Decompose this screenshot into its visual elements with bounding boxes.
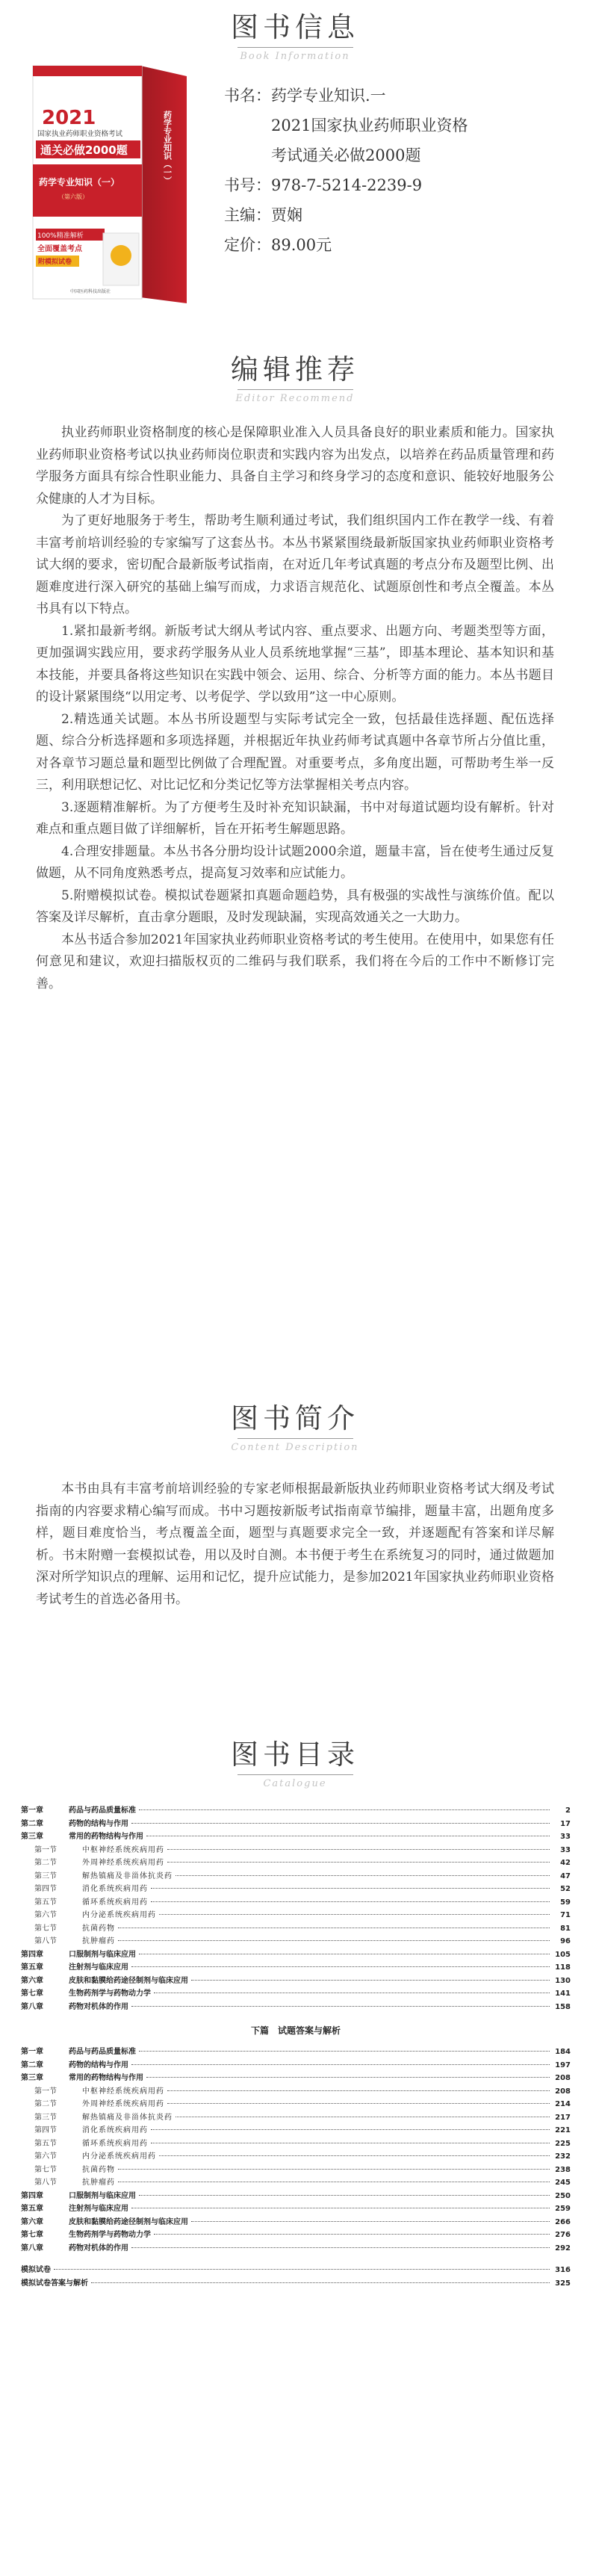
toc-leader [167,1849,550,1850]
book-title-row [224,81,575,170]
toc-leader [118,1940,550,1941]
toc-number: 第七章 [21,1990,43,1998]
recommend-title: 编辑推荐 [231,353,359,386]
toc-leader [54,2269,550,2270]
toc-number: 第四章 [21,1950,43,1959]
toc-chapter-row [21,2216,571,2229]
toc-title: 中枢神经系统疾病用药 [82,1845,164,1854]
toc-leader [139,2051,550,2052]
toc-leader [167,2103,550,2104]
toc-section-row [21,2098,571,2111]
toc-title: 常用的药物结构与作用 [69,2074,143,2082]
toc-number: 第一节 [34,2087,57,2096]
toc-page: 2 [565,1806,571,1815]
toc-title: 口服制剂与临床应用 [69,2191,136,2200]
toc-title: 消化系统疾病用药 [82,1885,148,1893]
toc-leader [139,2195,550,2196]
toc-number: 第五节 [34,1898,57,1907]
toc-leader [118,2169,550,2170]
toc-section-row [21,1857,571,1870]
toc-page: 59 [560,1898,571,1907]
isbn-value: 978-7-5214-2239-9 [271,176,423,194]
toc-section-row [21,1844,571,1857]
toc-leader [167,2090,550,2091]
toc-number: 第八章 [21,2002,43,2011]
book-title-value [271,81,575,170]
toc-chapter-row [21,2190,571,2203]
toc-chapter-row [21,1961,571,1975]
recommend-paragraph: 为了更好地服务于考生，帮助考生顺利通过考试，我们组织国内工作在教学一线、有着丰富考前培训经验的专家编写了这套丛书。本丛书紧紧围绕最新版国家执业药师职业资格考试大纲的要求，密切配合最新版考试指南，在对近几年考试真题的考点分布及题型比例、出题难度进行深入研究的基础上编写而成，力求语言规范化、试题原创性和考点全覆盖。本丛书具有以下特点。 [36,513,554,616]
cover-year: 2021 [42,107,96,129]
book-info-list [224,81,575,260]
toc-title: 生物药剂学与药物动力学 [69,2231,151,2239]
recommend-heading [0,353,590,404]
toc-number: 第四节 [34,1885,57,1893]
book-title-line: 考试通关必做2000题 [271,146,421,164]
toc-number: 第五章 [21,2205,43,2213]
toc-number: 第七节 [34,2165,57,2174]
cover-badge-2: 全面覆盖考点 [37,245,82,253]
toc-title: 解热镇痛及非甾体抗炎药 [82,2113,173,2122]
toc-page: 208 [555,2074,571,2082]
toc-section-row [21,2137,571,2151]
toc-page: 225 [555,2139,571,2148]
toc-page: 47 [560,1871,571,1880]
recommend-paragraph: 3.逐题精准解析。为了方便考生及时补充知识缺漏，书中对每道试题均设有解析。针对难点和重点题目做了详细解析，旨在开拓考生解题思路。 [36,799,554,837]
toc-title: 药物的结构与作用 [69,2061,128,2069]
toc-number: 第二章 [21,1819,43,1828]
toc-chapter-row [21,1818,571,1831]
toc-chapter-row [21,1975,571,1988]
book-title-line: 2021国家执业药师职业资格 [271,117,468,134]
toc-chapter-row [21,2046,571,2059]
toc-section-row [21,1909,571,1922]
book-info-subtitle: Book Information [240,51,350,62]
toc-page: 33 [560,1833,571,1841]
heading-divider [237,389,353,390]
cover-badge-3: 附模拟试卷 [38,258,72,266]
toc-title: 中枢神经系统疾病用药 [82,2087,164,2096]
heading-divider [237,1438,353,1439]
toc-leader [139,1809,550,1810]
toc-title: 内分泌系统疾病用药 [82,2152,156,2161]
toc-number: 模拟试卷答案与解析 [21,2279,88,2288]
toc-leader [91,2282,550,2283]
toc-number: 第八章 [21,2244,43,2253]
toc-number: 第七章 [21,2231,43,2239]
toc-leader [146,2077,550,2078]
toc-leader [151,1901,550,1902]
toc-page: 292 [555,2244,571,2253]
price-label: 定价： [224,236,271,254]
toc-page: 259 [555,2205,571,2213]
toc-page: 42 [560,1859,571,1867]
toc-page: 266 [555,2217,571,2226]
toc-number: 第五节 [34,2139,57,2148]
toc-leader [159,2155,550,2156]
intro-subtitle: Content Description [231,1442,359,1453]
editor-row [224,200,575,230]
toc-page: 316 [555,2266,571,2274]
toc-section-row [21,2085,571,2099]
toc-title: 注射剂与临床应用 [69,1963,128,1972]
toc-title: 药品与药品质量标准 [69,2048,136,2056]
toc-number: 第二章 [21,2061,43,2069]
toc-leader [191,1980,550,1981]
toc-number: 第六节 [34,1911,57,1919]
toc-part-1 [21,1804,571,2013]
catalogue-title: 图书目录 [231,1739,359,1771]
table-of-contents [0,1804,590,2290]
toc-number: 第六节 [34,2152,57,2161]
recommend-paragraph: 执业药师职业资格制度的核心是保障职业准入人员具备良好的职业素质和能力。国家执业药师职业资格考试以执业药师岗位职责和实践内容为出发点，以培养在药品质量管理和药学服务方面具有综合性职业能力、具备自主学习和终身学习的态度和意识、能较好地服务公众健康的人才为目标。 [36,425,554,507]
price-value: 89.00元 [271,236,332,254]
toc-section-row [21,1935,571,1948]
toc-number: 第二节 [34,1859,57,1867]
toc-number: 第三节 [34,1871,57,1880]
intro-paragraph: 本书由具有丰富考前培训经验的专家老师根据最新版执业药师职业资格考试大纲及考试指南的内容要求精心编写而成。书中习题按新版考试指南章节编排，题量丰富，出题角度多样，题目难度恰当，考点覆盖全面，题型与真题要求完全一致，并逐题配有答案和详尽解析。书末附赠一套模拟试卷，用以及时自测。本书便于考生在系统复习的同时，通过做题加深对所学知识点的理解、运用和记忆，提升应试能力，是参加2021年国家执业药师职业资格考试考生的首选必备用书。 [36,1481,554,1607]
recommend-paragraph: 5.附赠模拟试卷。模拟试卷题紧扣真题命题趋势，具有极强的实战性与演练价值。配以答案及详尽解析，直击拿分题眼，及时发现缺漏，实现高效通关之一大助力。 [36,888,554,925]
toc-number: 模拟试卷 [21,2266,51,2274]
toc-title: 抗菌药物 [82,2165,115,2174]
toc-number: 第七节 [34,1924,57,1933]
toc-leader [131,2247,550,2248]
toc-title: 药物的结构与作用 [69,1819,128,1828]
toc-section-row [21,1870,571,1883]
isbn-label: 书号： [224,176,271,194]
price-row [224,230,575,260]
toc-chapter-row [21,2277,571,2291]
catalogue-subtitle: Catalogue [263,1778,327,1789]
recommend-paragraph: 1.紧扣最新考纲。新版考试大纲从考试内容、重点要求、出题方向、考题类型等方面，更加强调实践应用，要求药学服务从业人员系统地掌握“三基”，即基本理论、基本知识和基本技能，并要具备将这些知识在实践中领会、运用、综合、分析等方面的能力。本丛书题目的设计紧紧围绕“以用定考、以考促学、学以致用”这一中心原则。 [36,623,554,705]
toc-leader [151,1888,550,1889]
recommend-subtitle: Editor Recommend [235,393,355,404]
toc-chapter-row [21,1804,571,1818]
toc-number: 第六章 [21,2217,43,2226]
heading-divider [237,47,353,48]
toc-title: 内分泌系统疾病用药 [82,1911,156,1919]
toc-page: 232 [555,2152,571,2161]
toc-chapter-row [21,2072,571,2085]
toc-number: 第四节 [34,2126,57,2134]
toc-title: 生物药剂学与药物动力学 [69,1990,151,1998]
book-info-title: 图书信息 [231,11,359,43]
toc-title: 药品与药品质量标准 [69,1806,136,1815]
toc-chapter-row [21,2202,571,2216]
intro-title: 图书简介 [231,1402,359,1434]
toc-number: 第一章 [21,2048,43,2056]
toc-number: 第一节 [34,1845,57,1854]
heading-divider [237,1774,353,1775]
toc-leader [131,1966,550,1967]
recommend-paragraph: 2.精选通关试题。本丛书所设题型与实际考试完全一致，包括最佳选择题、配伍选择题、综合分析选择题和多项选择题，并根据近年执业药师考试真题中各章节所占分值比重，对各章节习题总量和题型比例做了合理配置。对重要考点，多角度出题，可帮助考生举一反三，利用联想记忆、对比记忆和分类记忆等方法掌握相关考点内容。 [36,711,554,793]
toc-number: 第二节 [34,2100,57,2108]
cover-publisher: 中国医药科技出版社 [70,289,111,294]
content-description-section [0,1402,590,1611]
toc-title: 抗肿瘤药 [82,1937,115,1945]
isbn-row [224,170,575,200]
toc-appendix [21,2264,571,2290]
intro-heading [0,1402,590,1453]
book-title-line: 药学专业知识.一 [271,87,386,105]
cover-edition: （第六版） [58,193,88,200]
recommend-paragraph: 本丛书适合参加2021年国家执业药师职业资格考试的考生使用。在使用中，如果您有任何意见和建议，欢迎扫描版权页的二维码与我们联系，我们将在今后的工作中不断修订完善。 [36,932,554,991]
toc-section-row [21,1922,571,1936]
toc-title: 药物对机体的作用 [69,2002,128,2011]
toc-gap [21,2255,571,2264]
toc-leader [154,2234,550,2235]
toc-leader [167,1862,550,1863]
toc-page: 221 [555,2126,571,2134]
editor-label: 主编： [224,206,271,224]
toc-chapter-row [21,2059,571,2072]
toc-title: 循环系统疾病用药 [82,2139,148,2148]
toc-leader [131,2006,550,2007]
toc-part-2-title: 下篇 试题答案与解析 [250,2025,341,2036]
toc-page: 208 [555,2087,571,2096]
toc-chapter-row [21,1830,571,1844]
toc-leader [191,2221,550,2222]
toc-page: 245 [555,2179,571,2187]
toc-page: 158 [555,2002,571,2011]
cover-series: 国家执业药师职业资格考试 [37,130,123,138]
toc-number: 第三章 [21,1833,43,1841]
toc-page: 238 [555,2165,571,2174]
toc-page: 52 [560,1885,571,1893]
toc-number: 第八节 [34,2179,57,2187]
toc-number: 第四章 [21,2191,43,2200]
toc-title: 抗菌药物 [82,1924,115,1933]
toc-chapter-row [21,1987,571,2001]
toc-page: 197 [555,2061,571,2069]
toc-section-row [21,2111,571,2125]
toc-section-row [21,2124,571,2137]
catalogue-heading [0,1741,590,1789]
toc-section-row [21,1896,571,1910]
toc-page: 250 [555,2191,571,2200]
book-info-heading [0,13,590,62]
toc-page: 214 [555,2100,571,2108]
toc-title: 皮肤和黏膜给药途径制剂与临床应用 [69,2217,188,2226]
cover-badge-1: 100%精准解析 [37,232,84,240]
toc-page: 105 [555,1950,571,1959]
toc-page: 276 [555,2231,571,2239]
catalogue-section [0,1741,590,2290]
toc-leader [131,2064,550,2065]
toc-leader [131,1823,550,1824]
toc-page: 141 [555,1990,571,1998]
toc-chapter-row [21,2229,571,2242]
toc-page: 33 [560,1845,571,1854]
toc-page: 71 [560,1911,571,1919]
editor-value: 贾娴 [271,206,302,224]
toc-number: 第六章 [21,1976,43,1985]
toc-title: 外周神经系统疾病用药 [82,2100,164,2108]
toc-number: 第三节 [34,2113,57,2122]
toc-title: 皮肤和黏膜给药途径制剂与临床应用 [69,1976,188,1985]
toc-page: 217 [555,2113,571,2122]
toc-number: 第五章 [21,1963,43,1972]
book-cover-image [28,60,191,308]
toc-title: 解热镇痛及非甾体抗炎药 [82,1871,173,1880]
toc-page: 81 [560,1924,571,1933]
toc-chapter-row [21,2242,571,2255]
toc-page: 325 [555,2279,571,2288]
book-title-label: 书名： [224,87,271,105]
toc-title: 消化系统疾病用药 [82,2126,148,2134]
toc-section-row [21,2164,571,2177]
toc-leader [176,1875,550,1876]
toc-leader [159,1914,550,1915]
cover-subject: 药学专业知识（一） [39,177,120,188]
toc-chapter-row [21,1948,571,1962]
toc-section-row [21,2150,571,2164]
toc-page: 118 [555,1963,571,1972]
toc-title: 注射剂与临床应用 [69,2205,128,2213]
toc-section-row [21,2176,571,2190]
toc-title: 循环系统疾病用药 [82,1898,148,1907]
toc-page: 96 [560,1937,571,1945]
toc-title: 常用的药物结构与作用 [69,1833,143,1841]
toc-leader [151,2129,550,2130]
toc-chapter-row [21,2001,571,2014]
recommend-paragraph: 4.合理安排题量。本丛书各分册均设计试题2000余道，题量丰富，旨在使考生通过反复做题，从不同角度熟悉考点，提高复习效率和应试能力。 [36,843,554,881]
book-info-section [0,0,590,329]
toc-chapter-row [21,2264,571,2277]
toc-number: 第八节 [34,1937,57,1945]
toc-part-2 [21,2046,571,2255]
toc-number: 第一章 [21,1806,43,1815]
toc-number: 第三章 [21,2074,43,2082]
spine-title: 药学专业知识（一） [162,111,173,185]
toc-section-row [21,1883,571,1896]
toc-page: 130 [555,1976,571,1985]
cover-main: 通关必做2000题 [40,143,128,157]
toc-title: 药物对机体的作用 [69,2244,128,2253]
toc-page: 17 [560,1819,571,1828]
editor-recommend-section [0,353,590,995]
toc-title: 抗肿瘤药 [82,2179,115,2187]
toc-title: 外周神经系统疾病用药 [82,1859,164,1867]
toc-title: 口服制剂与临床应用 [69,1950,136,1959]
toc-page: 184 [555,2048,571,2056]
